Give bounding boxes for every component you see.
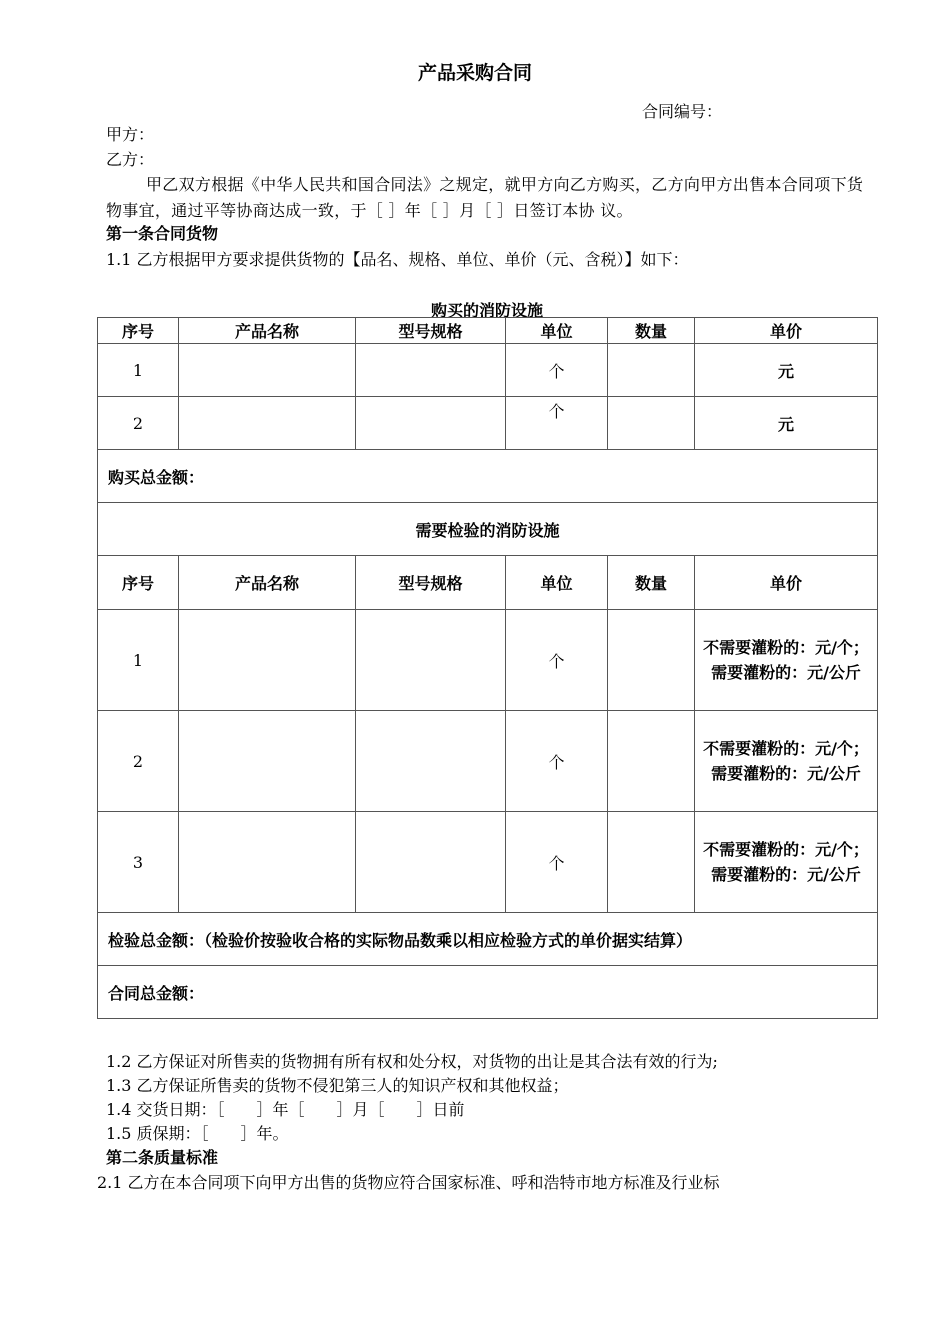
clause-1-2: 1.2 乙方保证对所售卖的货物拥有所有权和处分权，对货物的出让是其合法有效的行为; [106, 1052, 718, 1071]
row-no: 1 [98, 344, 179, 397]
model-cell[interactable] [356, 397, 506, 450]
model-cell[interactable] [356, 610, 506, 711]
party-b-label: 乙方： [106, 150, 155, 169]
header-price: 单价 [695, 556, 878, 610]
header-quantity: 数量 [608, 556, 695, 610]
product-name-cell[interactable] [179, 344, 356, 397]
party-a-label: 甲方： [106, 125, 155, 144]
price-cell: 不需要灌粉的：元/个；需要灌粉的：元/公斤 [703, 638, 869, 682]
product-name-cell[interactable] [179, 610, 356, 711]
price-cell: 不需要灌粉的：元/个；需要灌粉的：元/公斤 [703, 840, 869, 884]
purchase-total-label: 购买总金额： [98, 450, 878, 503]
clause-2-1: 2.1 乙方在本合同项下向甲方出售的货物应符合国家标准、呼和浩特市地方标准及行业标 [97, 1173, 720, 1192]
header-product-name: 产品名称 [179, 556, 356, 610]
row-no: 2 [98, 711, 179, 812]
clause-1-1: 1.1 乙方根据甲方要求提供货物的【品名、规格、单位、单价（元、含税）】如下： [106, 250, 689, 269]
clause-1-4: 1.4 交货日期：［ ］年［ ］月［ ］日前 [106, 1100, 465, 1119]
row-no: 1 [98, 610, 179, 711]
table-row [98, 397, 878, 450]
page-title: 产品采购合同 [417, 62, 532, 84]
inspect-table-header [98, 556, 878, 610]
purchase-table-caption: 购买的消防设施 [430, 301, 543, 320]
price-cell: 不需要灌粉的：元/个；需要灌粉的：元/公斤 [703, 739, 869, 783]
quantity-cell[interactable] [608, 812, 695, 913]
inspect-table-caption: 需要检验的消防设施 [98, 503, 878, 556]
table-row [98, 610, 878, 711]
intro-paragraph: 甲乙双方根据《中华人民共和国合同法》之规定，就甲方向乙方购买，乙方向甲方出售本合同项下货物事宜，通过平等协商达成一致，于［ ］年［ ］月［ ］日签订本协 议。 [106, 175, 864, 220]
header-no: 序号 [98, 556, 179, 610]
header-model: 型号规格 [356, 556, 506, 610]
model-cell[interactable] [356, 812, 506, 913]
model-cell[interactable] [356, 344, 506, 397]
header-quantity: 数量 [608, 318, 695, 344]
table-row [98, 344, 878, 397]
model-cell[interactable] [356, 711, 506, 812]
table-row [98, 711, 878, 812]
clause-1-3: 1.3 乙方保证所售卖的货物不侵犯第三人的知识产权和其他权益； [106, 1076, 569, 1095]
contract-total-label: 合同总金额： [98, 966, 878, 1019]
quantity-cell[interactable] [608, 610, 695, 711]
purchase-table-header [98, 318, 878, 344]
unit-cell: 个 [506, 812, 608, 913]
unit-cell: 个 [506, 610, 608, 711]
price-cell: 元 [695, 344, 878, 397]
product-name-cell[interactable] [179, 711, 356, 812]
header-product-name: 产品名称 [179, 318, 356, 344]
product-name-cell[interactable] [179, 812, 356, 913]
inspect-total-label: 检验总金额：（检验价按验收合格的实际物品数乘以相应检验方式的单价据实结算） [98, 913, 878, 966]
section-2-title: 第二条质量标准 [106, 1148, 219, 1167]
purchase-table [97, 317, 878, 1019]
purchase-total-row [98, 450, 878, 503]
contract-total-row [98, 966, 878, 1019]
table-row [98, 812, 878, 913]
header-no: 序号 [98, 318, 179, 344]
row-no: 3 [98, 812, 179, 913]
header-price: 单价 [695, 318, 878, 344]
section-1-title: 第一条合同货物 [106, 224, 219, 243]
header-unit: 单位 [506, 318, 608, 344]
unit-cell: 个 [506, 344, 608, 397]
inspect-total-row [98, 913, 878, 966]
quantity-cell[interactable] [608, 344, 695, 397]
header-model: 型号规格 [356, 318, 506, 344]
price-cell: 元 [695, 397, 878, 450]
row-no: 2 [98, 397, 179, 450]
quantity-cell[interactable] [608, 711, 695, 812]
contract-number-label: 合同编号： [642, 102, 723, 121]
unit-cell: 个 [506, 711, 608, 812]
unit-cell: 个 [506, 397, 608, 450]
clause-1-5: 1.5 质保期：［ ］年。 [106, 1124, 289, 1143]
quantity-cell[interactable] [608, 397, 695, 450]
product-name-cell[interactable] [179, 397, 356, 450]
header-unit: 单位 [506, 556, 608, 610]
inspect-caption-row [98, 503, 878, 556]
